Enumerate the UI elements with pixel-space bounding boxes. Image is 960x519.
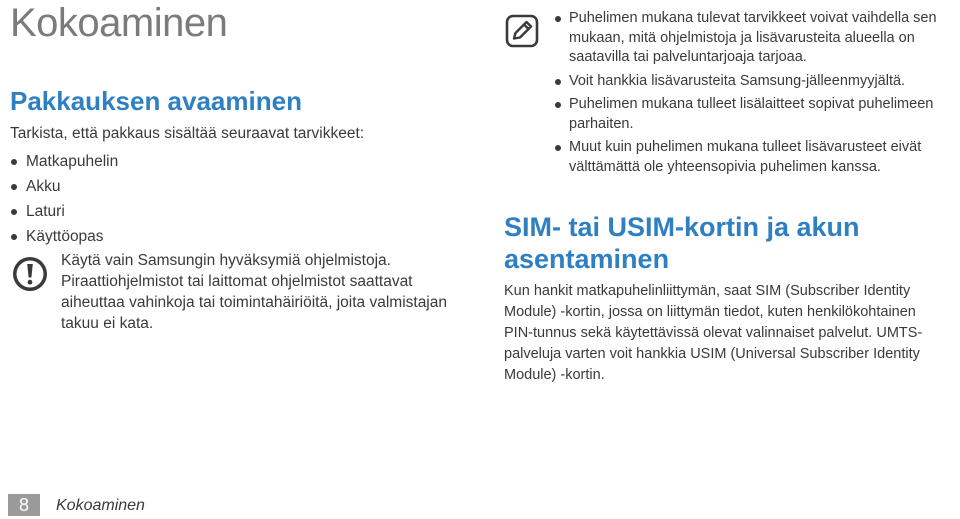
list-item: Käyttöopas (10, 224, 118, 249)
list-item: Laturi (10, 199, 118, 224)
note-list (554, 9, 960, 181)
list-item: Puhelimen mukana tulevat tarvikkeet voivat vaihdella sen mukaan, mitä ohjelmistoja ja lisävarusteita alueella on saatavilla tai palveluntarjoaja tarjoaa. (554, 9, 960, 68)
warning-line: takuu ei kata. (61, 315, 154, 332)
section-title-sim: SIM- tai USIM-kortin ja akun asentaminen (504, 212, 860, 274)
pencil-note-icon (505, 14, 539, 48)
package-contents-list (10, 149, 118, 249)
sim-section-body: Kun hankit matkapuhelinliittymän, saat SIM (Subscriber Identity Module) -kortin, jossa on liittymän tiedot, kuten henkilökohtainen PIN-tunnus sekä käytettävissä olevat valinnaiset palvelut. UMTS-palveluja varten voit hankkia USIM (Universal Subscriber Identity Module) -kortin. (504, 283, 923, 383)
chapter-title: Kokoaminen (10, 1, 228, 45)
warning-line: Piraattiohjelmistot tai laittomat ohjelmistot saattavat (61, 273, 413, 290)
list-item: Muut kuin puhelimen mukana tulleet lisävarusteet eivät välttämättä ole yhteensopivia puhelimen kanssa. (554, 138, 960, 177)
page-number-badge: 8 (8, 494, 40, 516)
footer-chapter-label: Kokoaminen (56, 497, 145, 514)
exclamation-icon (12, 256, 48, 292)
unpacking-intro: Tarkista, että pakkaus sisältää seuraavat tarvikkeet: (10, 125, 365, 142)
section-title-unpacking: Pakkauksen avaaminen (10, 86, 302, 116)
warning-line: Käytä vain Samsungin hyväksymiä ohjelmistoja. (61, 252, 391, 269)
list-item: Matkapuhelin (10, 149, 118, 174)
list-item: Akku (10, 174, 118, 199)
list-item: Voit hankkia lisävarusteita Samsung-jälleenmyyjältä. (554, 72, 960, 92)
list-item: Puhelimen mukana tulleet lisälaitteet sopivat puhelimeen parhaiten. (554, 95, 960, 134)
warning-text (61, 250, 481, 334)
warning-line: aiheuttaa vahinkoja tai toimintahäiriöitä, joita valmistajan (61, 294, 447, 311)
